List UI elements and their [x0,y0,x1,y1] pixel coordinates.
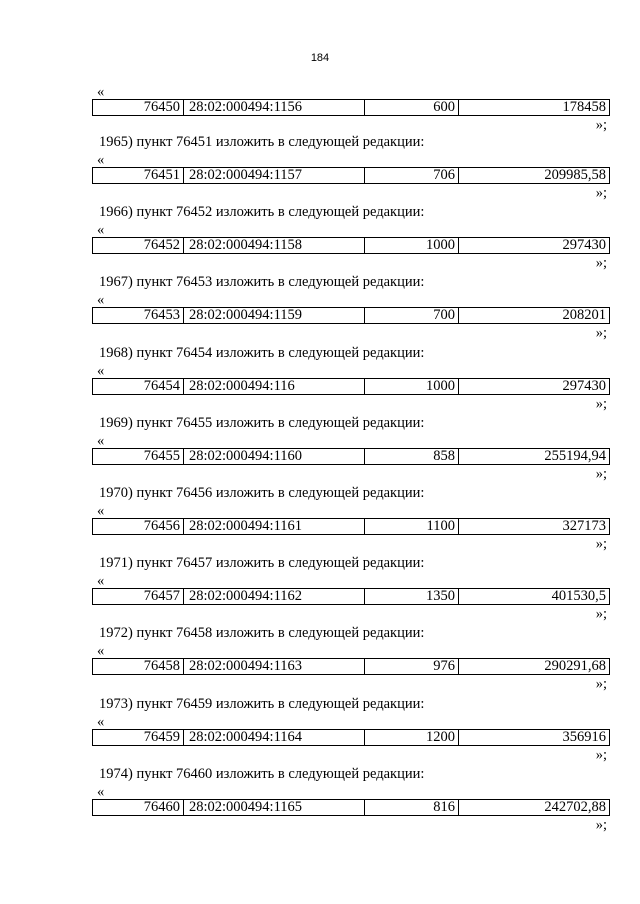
table-row [92,518,610,535]
value-cell: 209985,58 [544,168,606,183]
closing-quote: »; [595,746,607,763]
opening-quote: « [97,84,105,100]
amendment-instruction: 1965) пункт 76451 изложить в следующей редакции: [99,134,425,150]
area-cell: 1000 [365,379,459,394]
amendment-instruction: 1972) пункт 76458 изложить в следующей редакции: [99,625,425,642]
area-cell: 976 [365,659,459,674]
table-row [92,167,610,184]
opening-quote: « [97,713,105,730]
area-cell: 1350 [365,589,459,604]
value-cell: 327173 [562,518,606,534]
closing-quote: »; [595,117,607,133]
cadastral-number-cell: 28:02:000494:1156 [184,100,365,115]
area-cell: 858 [365,449,459,464]
amendment-instruction: 1969) пункт 76455 изложить в следующей редакции: [99,414,425,431]
value-cell: 401530,5 [551,589,606,605]
cadastral-number-cell: 28:02:000494:1157 [184,168,365,183]
amendment-entry [92,766,610,836]
table-row [92,729,610,746]
amendment-entry [92,415,610,485]
value-cell: 297430 [562,378,606,394]
table-row [92,658,610,675]
closing-quote: »; [595,816,607,833]
amendment-instruction: 1973) пункт 76459 изложить в следующей редакции: [99,695,425,712]
value-cell: 255194,94 [544,448,606,464]
amendment-entry [92,83,610,134]
value-cell: 290291,68 [544,659,606,675]
area-cell: 700 [365,308,459,323]
amendment-instruction: 1970) пункт 76456 изложить в следующей редакции: [99,484,425,501]
closing-quote: »; [595,606,607,623]
cadastral-number-cell: 28:02:000494:1162 [184,589,365,604]
table-row [92,307,610,324]
item-number-cell: 76450 [93,100,184,115]
item-number-cell: 76455 [93,449,184,464]
opening-quote: « [97,152,105,168]
value-cell: 356916 [562,729,606,745]
amendment-entry [92,345,610,415]
amendment-instruction: 1971) пункт 76457 изложить в следующей редакции: [99,555,425,572]
closing-quote: »; [595,325,607,342]
cadastral-number-cell: 28:02:000494:1159 [184,308,365,323]
area-cell: 1000 [365,238,459,253]
opening-quote: « [97,432,105,449]
opening-quote: « [97,573,105,590]
amendment-instruction: 1974) пункт 76460 изложить в следующей редакции: [99,765,425,782]
amendment-instruction: 1966) пункт 76452 изложить в следующей редакции: [99,204,425,221]
table-row [92,237,610,254]
amendment-entry [92,625,610,695]
table-row [92,448,610,465]
table-row [92,799,610,816]
cadastral-number-cell: 28:02:000494:1160 [184,449,365,464]
cadastral-number-cell: 28:02:000494:116 [184,379,365,394]
item-number-cell: 76460 [93,800,184,815]
area-cell: 816 [365,800,459,815]
amendment-entry [92,274,610,344]
value-cell: 242702,88 [544,799,606,815]
item-number-cell: 76454 [93,379,184,394]
document-body [92,83,610,836]
area-cell: 600 [365,100,459,115]
closing-quote: »; [595,185,607,201]
opening-quote: « [97,362,105,379]
area-cell: 1100 [365,519,459,534]
cadastral-number-cell: 28:02:000494:1161 [184,519,365,534]
amendment-instruction: 1968) пункт 76454 изложить в следующей редакции: [99,344,425,361]
amendment-entry [92,485,610,555]
closing-quote: »; [595,676,607,693]
area-cell: 1200 [365,730,459,745]
item-number-cell: 76458 [93,659,184,674]
opening-quote: « [97,502,105,519]
table-row [92,99,610,116]
item-number-cell: 76451 [93,168,184,183]
closing-quote: »; [595,395,607,412]
value-cell: 297430 [562,238,606,254]
value-cell: 208201 [562,308,606,324]
item-number-cell: 76459 [93,730,184,745]
amendment-entry [92,134,610,204]
table-row [92,588,610,605]
cadastral-number-cell: 28:02:000494:1158 [184,238,365,253]
opening-quote: « [97,222,105,239]
amendment-entry [92,204,610,274]
cadastral-number-cell: 28:02:000494:1163 [184,659,365,674]
table-row [92,378,610,395]
value-cell: 178458 [562,100,606,115]
amendment-entry [92,555,610,625]
opening-quote: « [97,643,105,660]
item-number-cell: 76452 [93,238,184,253]
amendment-instruction: 1967) пункт 76453 изложить в следующей редакции: [99,274,425,291]
item-number-cell: 76456 [93,519,184,534]
closing-quote: »; [595,465,607,482]
cadastral-number-cell: 28:02:000494:1165 [184,800,365,815]
area-cell: 706 [365,168,459,183]
item-number-cell: 76457 [93,589,184,604]
page-number: 184 [310,52,330,64]
amendment-entry [92,696,610,766]
opening-quote: « [97,292,105,309]
item-number-cell: 76453 [93,308,184,323]
cadastral-number-cell: 28:02:000494:1164 [184,730,365,745]
opening-quote: « [97,783,105,800]
closing-quote: »; [595,255,607,272]
closing-quote: »; [595,535,607,552]
